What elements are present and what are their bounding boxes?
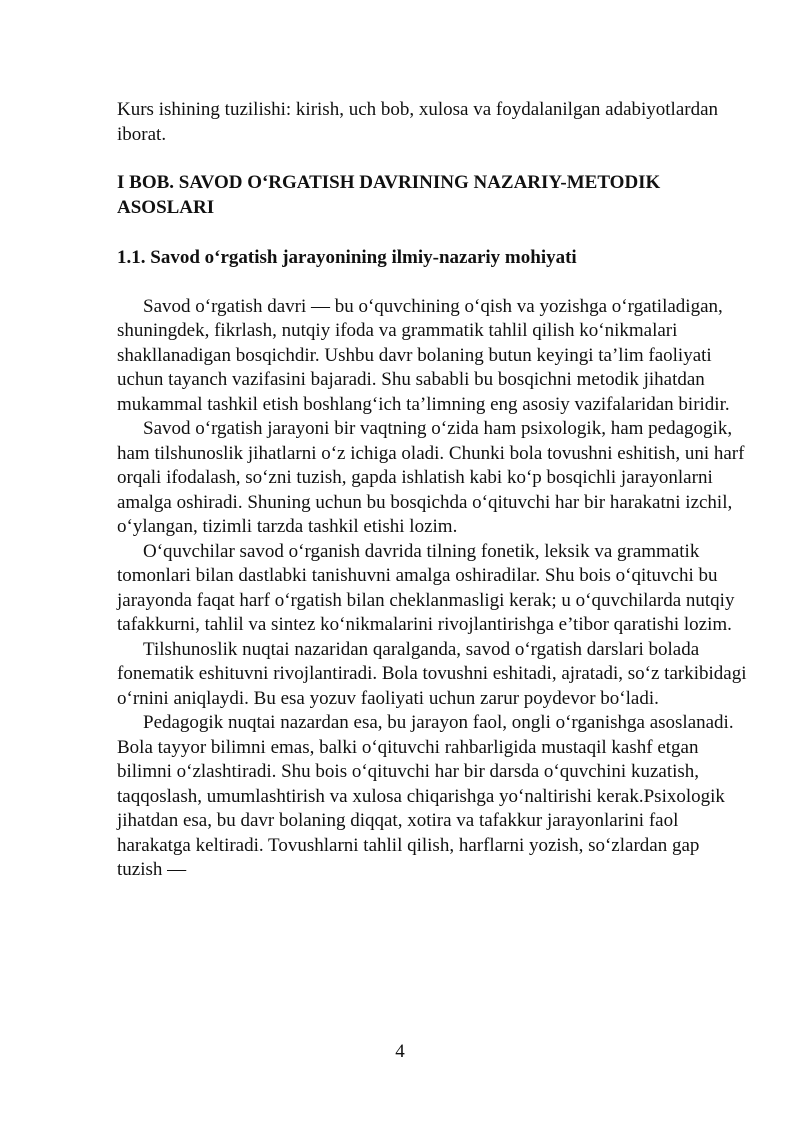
- body-paragraph: Pedagogik nuqtai nazardan esa, bu jarayon faol, ongli o‘rganishga asoslanadi. Bola tayyor bilimni emas, balki o‘qituvchi rahbarligida mustaqil kashf etgan bilimni o‘zlashtiradi. Shu bois o‘qituvchi har bir darsda o‘quvchini kuzatish, taqqoslash, umumlashtirish va xulosa chiqarishga yo‘naltirishi kerak.Psixologik jihatdan esa, bu davr bolaning diqqat, xotira va tafakkur jarayonlarini faol harakatga keltiradi. Tovushlarni tahlil qilish, harflarni yozish, so‘zlardan gap tuzish —: [117, 712, 734, 880]
- body-paragraph: Tilshunoslik nuqtai nazaridan qaralganda, savod o‘rgatish darslari bolada fonematik eshituvni rivojlantiradi. Bola tovushni eshitadi, ajratadi, so‘z tarkibidagi o‘rnini aniqlaydi. Bu esa yozuv faoliyati uchun zarur poydevor bo‘ladi.: [117, 638, 747, 709]
- body-paragraph: O‘quvchilar savod o‘rganish davrida tilning fonetik, leksik va grammatik tomonlari bilan dastlabki tanishuvni amalga oshiradilar. Shu bois o‘qituvchi bu jarayonda faqat harf o‘rgatish bilan cheklanmasligi kerak; u o‘quvchilarda nutqiy tafakkurni, tahlil va sintez ko‘nikmalarini rivojlantirishga e’tibor qaratishi lozim.: [117, 540, 735, 635]
- page-number: 4: [395, 1041, 405, 1062]
- document-page: [117, 98, 747, 883]
- body-paragraph: Savod o‘rgatish davri — bu o‘quvchining o‘qish va yozishga o‘rgatiladigan, shuningdek, fikrlash, nutqiy ifoda va grammatik tahlil qilish ko‘nikmalari shakllanadigan bosqichdir. Ushbu davr bolaning butun keyingi ta’lim faoliyati uchun tayanch vazifasini bajaradi. Shu sababli bu bosqichni metodik jihatdan mukammal tashkil etish boshlang‘ich ta’limning eng asosiy vazifalaridan biridir.: [117, 295, 730, 415]
- intro-paragraph: Kurs ishining tuzilishi: kirish, uch bob, xulosa va foydalanilgan adabiyotlardan iborat.: [117, 99, 719, 145]
- section-title: 1.1. Savod o‘rgatish jarayonining ilmiy-nazariy mohiyati: [117, 247, 577, 268]
- chapter-title: I BOB. SAVOD O‘RGATISH DAVRINING NAZARIY-METODIK ASOSLARI: [117, 172, 661, 218]
- body-paragraph: Savod o‘rgatish jarayoni bir vaqtning o‘zida ham psixologik, ham pedagogik, ham tilshunoslik jihatlarni o‘z ichiga oladi. Chunki bola tovushni eshitish, uni harf orqali ifodalash, so‘zni tuzish, gapda ishlatish kabi ko‘p bosqichli jarayonlarni amalga oshiradi. Shuning uchun bu bosqichda o‘qituvchi har bir harakatni izchil, o‘ylangan, tizimli tarzda tashkil etishi lozim.: [117, 418, 745, 537]
